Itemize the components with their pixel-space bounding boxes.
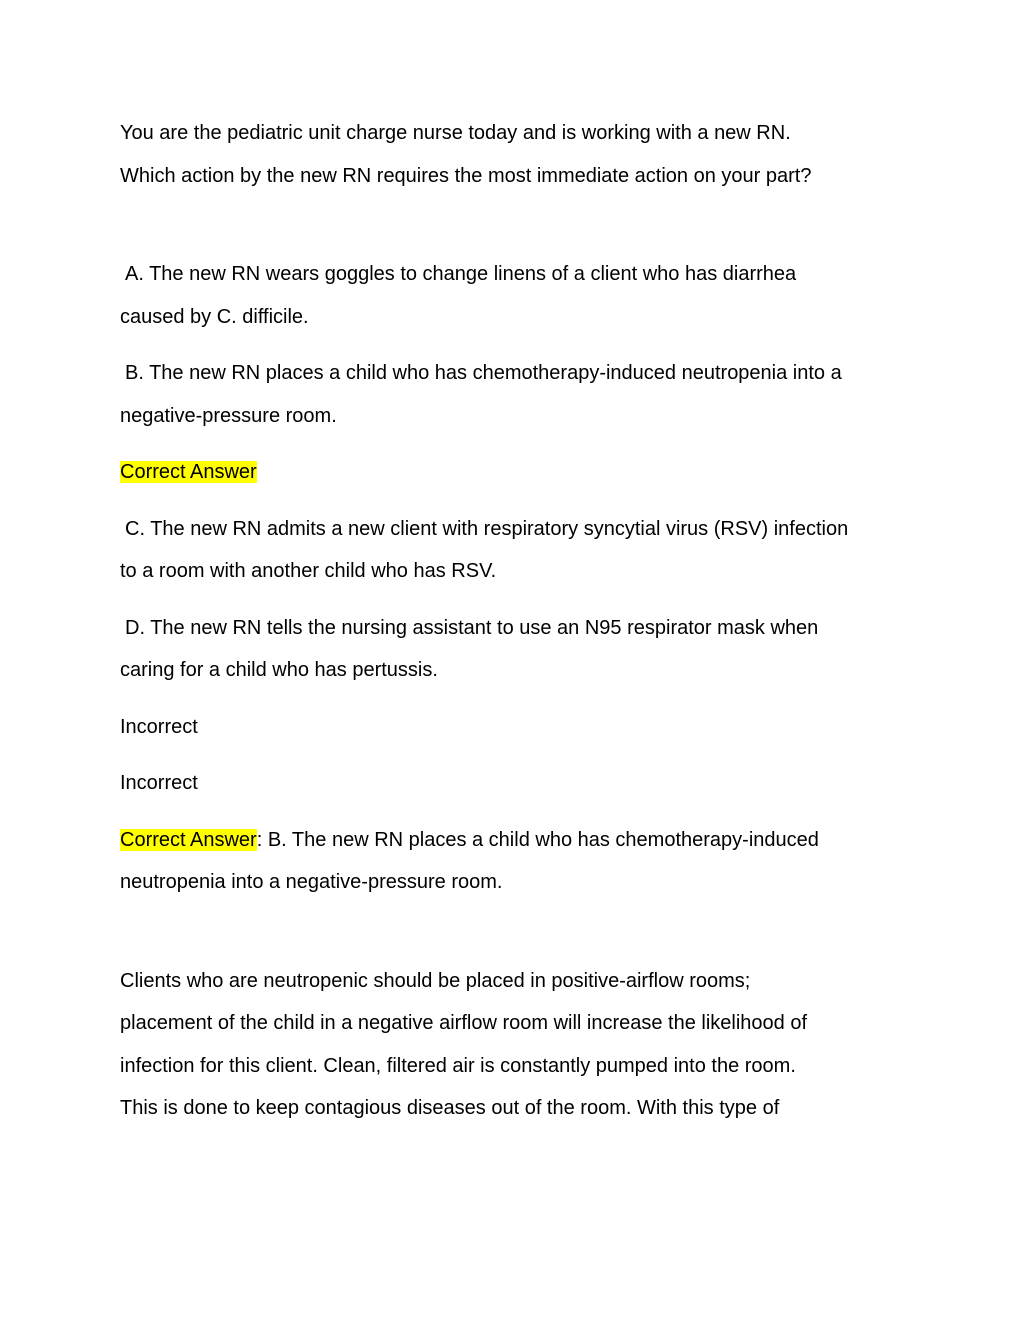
question-line-2: Which action by the new RN requires the most immediate action on your part?: [120, 164, 812, 187]
answer-label: Correct Answer: [120, 828, 257, 851]
rationale-block: [120, 960, 910, 1130]
correct-answer-highlight: Correct Answer: [120, 461, 257, 483]
answer-line-2: neutropenia into a negative-pressure room.: [120, 871, 503, 893]
spacer: [120, 197, 910, 253]
option-d-line-1: D. The new RN tells the nursing assistant to use an N95 respirator mask when: [125, 616, 819, 639]
spacer: [120, 692, 910, 706]
incorrect-mark-1: Incorrect: [120, 715, 198, 738]
document-page: [120, 112, 910, 1130]
correct-answer-marker: [120, 451, 910, 494]
option-c-line-2: to a room with another child who has RSV.: [120, 560, 497, 582]
spacer: [120, 593, 910, 607]
spacer: [120, 805, 910, 819]
rationale-line-1: Clients who are neutropenic should be placed in positive-airflow rooms;: [120, 969, 751, 992]
rationale-line-3: infection for this client. Clean, filtered air is constantly pumped into the room.: [120, 1054, 796, 1077]
question-line-1: You are the pediatric unit charge nurse today and is working with a new RN.: [120, 122, 791, 144]
answer-block: [120, 819, 910, 904]
option-a-line-1: A. The new RN wears goggles to change linens of a client who has diarrhea: [125, 263, 797, 285]
spacer: [120, 748, 910, 762]
rationale-line-2: placement of the child in a negative airflow room will increase the likelihood of: [120, 1012, 808, 1034]
spacer: [120, 904, 910, 960]
incorrect-mark-2: Incorrect: [120, 772, 198, 794]
option-a: [120, 253, 910, 338]
answer-line-1: [120, 819, 910, 862]
answer-text: : B. The new RN places a child who has chemotherapy-induced: [256, 828, 819, 851]
option-b: [120, 352, 910, 437]
option-c: [120, 508, 910, 593]
spacer: [120, 437, 910, 451]
rationale-line-4: This is done to keep contagious diseases out of the room. With this type of: [120, 1097, 780, 1119]
option-b-line-2: negative-pressure room.: [120, 404, 337, 427]
question-block: [120, 112, 910, 197]
option-d: [120, 607, 910, 692]
option-d-line-2: caring for a child who has pertussis.: [120, 659, 438, 681]
option-b-line-1: B. The new RN places a child who has chemotherapy-induced neutropenia into a: [125, 362, 842, 384]
option-c-line-1: C. The new RN admits a new client with respiratory syncytial virus (RSV) infection: [125, 517, 849, 540]
spacer: [120, 494, 910, 508]
option-a-line-2: caused by C. difficile.: [120, 305, 309, 328]
spacer: [120, 338, 910, 352]
